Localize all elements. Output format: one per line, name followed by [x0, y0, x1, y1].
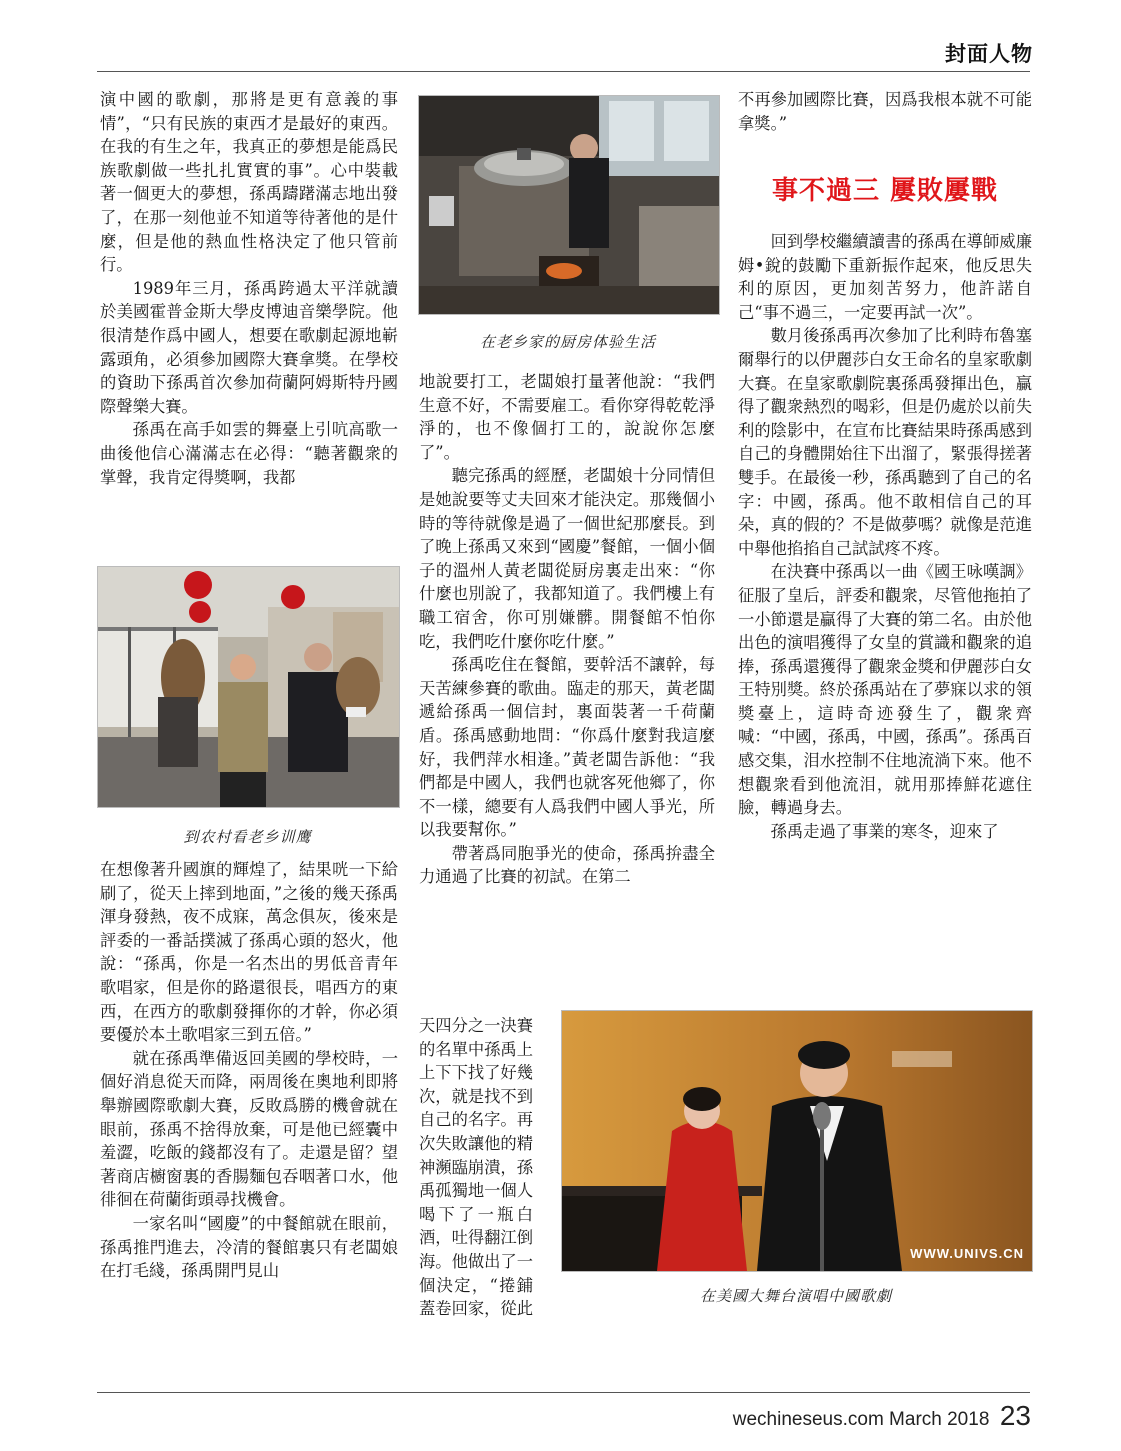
footer-site: wechineseus.com March 2018: [732, 1409, 990, 1430]
page-number: 23: [999, 1400, 1031, 1431]
footer: [733, 1400, 1031, 1432]
hawk-photo: [97, 566, 400, 808]
paragraph: 孫禹走過了事業的寒冬，迎來了: [770, 821, 999, 841]
column-3-bottom: [738, 230, 1032, 843]
paragraph: 聽完孫禹的經歷，老闆娘十分同情但是她說要等丈夫回來才能決定。那幾個小時的等待就像是過了一個世紀那麼長。到了晚上孫禹又來到“國慶”餐館，一個小個子的溫州人黃老闆從厨房裏走出來：“你什麼也別說了，我都知道了。我們樓上有職工宿舍，你可別嫌髒。開餐館不怕你吃，我們吃什麼你吃什麼。”: [419, 466, 715, 651]
column-1-top: [100, 88, 398, 489]
paragraph: 地說要打工，老闆娘打量著他說：“我們生意不好，不需要雇工。看你穿得乾乾淨淨的，也不像個打工的，說說你怎麼了”。: [419, 372, 715, 462]
paragraph: 1989年三月，孫禹跨過太平洋就讀於美國霍普金斯大學皮博迪音樂學院。他很清楚作爲中國人，想要在歌劇起源地嶄露頭角，必須參加國際大賽拿獎。在學校的資助下孫禹首次參加荷蘭阿姆斯特丹國際聲樂大賽。: [100, 278, 398, 416]
paragraph: 不再參加國際比賽，因爲我根本就不可能拿獎。”: [738, 90, 1032, 133]
stage-watermark: WWW.UNIVS.CN: [910, 1246, 1024, 1261]
paragraph: 天四分之一決賽的名單中孫禹上上下下找了好幾次，就是找不到自己的名字。再次失敗讓他的精神瀕臨崩潰，孫禹孤獨地一個人喝下了一瓶白酒，吐得翻江倒海。他做出了一個決定，“捲鋪蓋卷回家，從此: [419, 1016, 533, 1319]
paragraph: 就在孫禹準備返回美國的學校時，一個好消息從天而降，兩周後在奧地利即將舉辦國際歌劇大賽，反敗爲勝的機會就在眼前，孫禹不捨得放棄，可是他已經囊中羞澀，吃飯的錢都沒有了。走還是留？望著商店櫥窗裏的香腸麵包吞咽著口水，他徘徊在荷蘭街頭尋找機會。: [100, 1048, 398, 1210]
column-1-bottom: [100, 858, 398, 1283]
paragraph: 演中國的歌劇，那將是更有意義的事情”，“只有民族的東西才是最好的東西。在我的有生之年，我真正的夢想是能爲民族歌劇做一些扎扎實實的事”。心中裝載著一個更大的夢想，孫禹躊躇滿志地出發了，在那一刻他並不知道等待著他的是什麼，但是他的熱血性格決定了他只管前行。: [100, 90, 398, 275]
paragraph: 數月後孫禹再次參加了比利時布魯塞爾舉行的以伊麗莎白女王命名的皇家歌劇大賽。在皇家歌劇院裏孫禹發揮出色，贏得了觀衆熱烈的喝彩，但是仍處於以前失利的陰影中，在宣布比賽結果時孫禹感到自己的身體開始往下出溜了，緊張得搓著雙手。在最後一秒，孫禹聽到了自己的名字：中國，孫禹。他不敢相信自己的耳朵，真的假的？不是做夢嗎？就像是范進中舉他掐掐自己試試疼不疼。: [738, 326, 1032, 558]
kitchen-caption: 在老乡家的厨房体验生活: [479, 333, 656, 351]
paragraph: 孫禹吃住在餐館，要幹活不讓幹，每天苦練參賽的歌曲。臨走的那天，黃老闆遞給孫禹一個信封，裏面裝著一千荷蘭盾。孫禹感動地問：“你爲什麼對我這麼好，我們萍水相逢。”黃老闆告訴他：“我們都是中國人，我們也就客死他鄉了，你不一樣，總要有人爲我們中國人爭光，所以我要幫你。”: [419, 655, 715, 840]
paragraph: 帶著爲同胞爭光的使命，孫禹拚盡全力通過了比賽的初試。在第二: [419, 843, 715, 887]
paragraph: 回到學校繼續讀書的孫禹在導師威廉姆•銳的鼓勵下重新振作起來，他反思失利的原因，更加刻苦努力，他許諾自己“事不過三，一定要再試一次”。: [738, 232, 1032, 322]
column-2-narrow: [419, 1014, 533, 1321]
hawk-caption: 到农村看老乡训鹰: [183, 828, 312, 846]
paragraph: 一家名叫“國慶”的中餐館就在眼前，孫禹推門進去，冷清的餐館裏只有老闆娘在打毛綫，孫禹開門見山: [100, 1213, 398, 1281]
stage-caption: 在美國大舞台演唱中國歌劇: [699, 1287, 892, 1305]
paragraph: 孫禹在高手如雲的舞臺上引吭高歌一曲後他信心滿滿志在必得：“聽著觀衆的掌聲，我肯定得獎啊，我都: [100, 420, 398, 487]
footer-rule: [97, 1392, 1030, 1393]
paragraph: 在想像著升國旗的輝煌了，結果咣一下給刷了，從天上摔到地面，”之後的幾天孫禹渾身發熱，夜不成寐，萬念俱灰，後來是評委的一番話撲滅了孫禹心頭的怒火，他說：“孫禹，你是一名杰出的男低音青年歌唱家，但是你的路還很長，唱西方的東西，在西方的歌劇發揮你的才幹，你必須要優於本土歌唱家三到五倍。”: [100, 860, 398, 1045]
stage-photo: [561, 1010, 1033, 1272]
column-2: [419, 370, 715, 889]
column-3-top: [738, 88, 1032, 135]
section-label: 封面人物: [945, 42, 1033, 66]
section-subhead: 事不過三 屢敗屢戰: [771, 176, 999, 206]
header-rule: [97, 71, 1030, 72]
kitchen-photo: [418, 95, 720, 315]
paragraph: 在決賽中孫禹以一曲《國王咏嘆調》征服了皇后，評委和觀衆，尽管他拖拍了一小節還是贏得了大賽的第二名。由於他出色的演唱獲得了女皇的賞識和觀衆的追捧，孫禹還獲得了觀衆金獎和伊麗莎白女王特別獎。終於孫禹站在了夢寐以求的領獎臺上，這時奇迹發生了，觀衆齊喊：“中國，孫禹，中國，孫禹”。孫禹百感交集，泪水控制不住地流淌下來。他不想觀衆看到他流泪，就用那捧鮮花遮住臉，轉過身去。: [738, 562, 1032, 818]
